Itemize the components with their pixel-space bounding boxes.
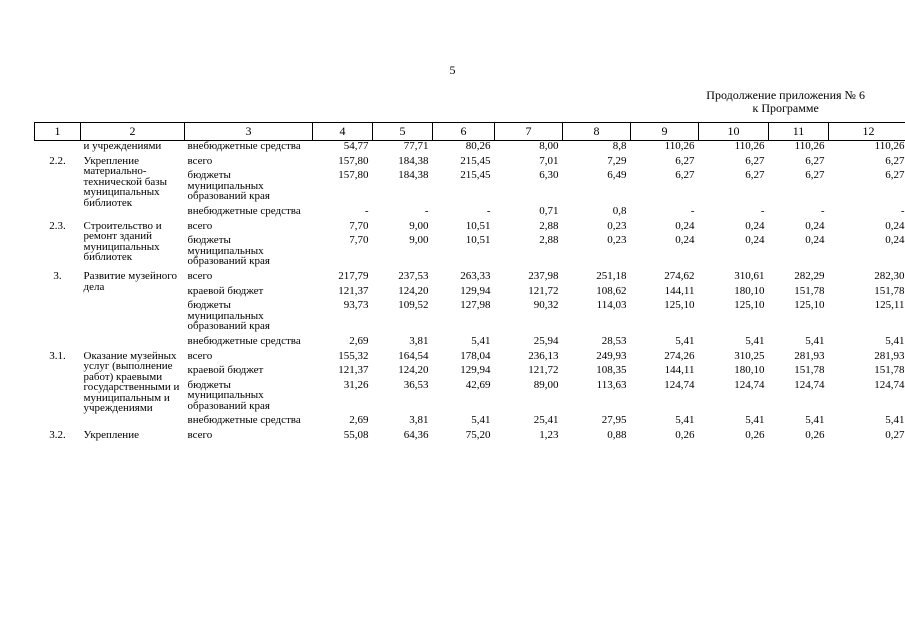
value-cell: 6,27 xyxy=(745,154,765,167)
column-header: 10 xyxy=(699,123,769,141)
value-cell: 113,63 xyxy=(596,378,627,391)
value-cell: 2,69 xyxy=(349,414,369,427)
value-cell: 310,25 xyxy=(734,349,765,362)
column-header: 8 xyxy=(563,123,631,141)
value-cell: 0,24 xyxy=(675,234,695,247)
value-cell: 7,70 xyxy=(349,219,369,232)
value-cell: 8,00 xyxy=(539,140,559,152)
value-cell: 55,08 xyxy=(343,429,369,442)
row-index xyxy=(35,141,81,156)
value-cell: - xyxy=(820,204,825,217)
value-cell: 110,26 xyxy=(874,140,905,152)
value-cell: 0,88 xyxy=(607,429,627,442)
value-cell: 249,93 xyxy=(596,349,627,362)
funding-source: всего xyxy=(187,219,213,232)
value-cell: 89,00 xyxy=(533,378,559,391)
value-cell: 8,8 xyxy=(612,140,627,152)
value-cell: 5,41 xyxy=(805,414,825,427)
budget-table xyxy=(34,122,905,445)
value-cell: 6,27 xyxy=(675,169,695,182)
table-row xyxy=(35,221,905,236)
value-cell: 7,29 xyxy=(607,154,627,167)
value-cell: 6,30 xyxy=(539,169,559,182)
table-row xyxy=(35,141,905,156)
funding-source: внебюджетные средства xyxy=(187,204,301,217)
funding-source: бюджеты муниципальных образований края xyxy=(187,169,270,203)
value-cell: 108,35 xyxy=(596,364,627,377)
value-cell: 10,51 xyxy=(465,219,491,232)
value-cell: 25,94 xyxy=(533,334,559,347)
column-header: 7 xyxy=(495,123,563,141)
funding-source: бюджеты муниципальных образований края xyxy=(187,378,270,412)
value-cell: 151,78 xyxy=(794,284,825,297)
value-cell: 124,74 xyxy=(664,378,695,391)
value-cell: 0,24 xyxy=(805,219,825,232)
value-cell: 5,41 xyxy=(675,334,695,347)
value-cell: 54,77 xyxy=(343,140,369,152)
value-cell: 282,29 xyxy=(794,269,825,282)
value-cell: 109,52 xyxy=(398,299,429,312)
value-cell: 6,27 xyxy=(805,154,825,167)
value-cell: 124,74 xyxy=(874,378,905,391)
value-cell: 42,69 xyxy=(465,378,491,391)
value-cell: 121,72 xyxy=(528,284,559,297)
value-cell: 5,41 xyxy=(471,334,491,347)
value-cell: 129,94 xyxy=(460,284,491,297)
value-cell: 31,26 xyxy=(343,378,369,391)
value-cell: 157,80 xyxy=(338,169,369,182)
value-cell: 164,54 xyxy=(398,349,429,362)
value-cell: 2,88 xyxy=(539,219,559,232)
value-cell: 6,27 xyxy=(885,169,905,182)
value-cell: 1,23 xyxy=(539,429,559,442)
value-cell: 180,10 xyxy=(734,364,765,377)
value-cell: 0,27 xyxy=(885,429,905,442)
caption-line-2: к Программе xyxy=(752,101,819,115)
appendix-caption xyxy=(706,89,865,115)
value-cell: 2,88 xyxy=(539,234,559,247)
value-cell: 144,11 xyxy=(664,364,695,377)
value-cell: 6,27 xyxy=(885,154,905,167)
value-cell: 6,27 xyxy=(805,169,825,182)
value-cell: 124,20 xyxy=(398,284,429,297)
value-cell: 5,41 xyxy=(805,334,825,347)
column-header: 2 xyxy=(81,123,185,141)
table-row xyxy=(35,156,905,171)
value-cell: 3,81 xyxy=(409,414,429,427)
value-cell: 80,26 xyxy=(465,140,491,152)
value-cell: 5,41 xyxy=(745,334,765,347)
value-cell: 125,11 xyxy=(874,299,905,312)
value-cell: - xyxy=(424,204,429,217)
column-header: 6 xyxy=(433,123,495,141)
value-cell: 5,41 xyxy=(885,334,905,347)
value-cell: 77,71 xyxy=(403,140,429,152)
value-cell: - xyxy=(690,204,695,217)
funding-source: краевой бюджет xyxy=(187,364,264,377)
value-cell: 125,10 xyxy=(794,299,825,312)
value-cell: 157,80 xyxy=(338,154,369,167)
value-cell: 0,71 xyxy=(539,204,559,217)
value-cell: 151,78 xyxy=(874,364,905,377)
value-cell: 9,00 xyxy=(409,234,429,247)
row-index: 2.3. xyxy=(49,219,66,232)
row-name: Укрепление материально-технической базы муниципальных библиотек xyxy=(83,154,168,209)
value-cell: 237,53 xyxy=(398,269,429,282)
value-cell: 121,37 xyxy=(338,364,369,377)
row-index: 3. xyxy=(53,269,62,282)
value-cell: 0,23 xyxy=(607,219,627,232)
row-name: Оказание музейных услуг (выполнение работ) краевыми государственными и муниципальным и учреждениями xyxy=(83,349,180,415)
row-index: 2.2. xyxy=(49,154,66,167)
value-cell: 151,78 xyxy=(794,364,825,377)
row-index: 3.2. xyxy=(49,429,66,442)
value-cell: 281,93 xyxy=(874,349,905,362)
row-name: Строительство и ремонт зданий муниципальных библиотек xyxy=(83,219,162,264)
value-cell: - xyxy=(900,204,905,217)
column-header: 5 xyxy=(373,123,433,141)
value-cell: 282,30 xyxy=(874,269,905,282)
value-cell: 3,81 xyxy=(409,334,429,347)
value-cell: 151,78 xyxy=(874,284,905,297)
value-cell: 5,41 xyxy=(471,414,491,427)
table-row xyxy=(35,430,905,445)
value-cell: 274,62 xyxy=(664,269,695,282)
funding-source: всего xyxy=(187,429,213,442)
funding-source: внебюджетные средства xyxy=(187,414,301,427)
value-cell: 6,27 xyxy=(675,154,695,167)
row-name: Укрепление xyxy=(83,429,139,442)
value-cell: 124,74 xyxy=(734,378,765,391)
value-cell: 236,13 xyxy=(528,349,559,362)
value-cell: 108,62 xyxy=(596,284,627,297)
value-cell: 0,24 xyxy=(745,234,765,247)
value-cell: 237,98 xyxy=(528,269,559,282)
value-cell: 5,41 xyxy=(745,414,765,427)
value-cell: 121,72 xyxy=(528,364,559,377)
value-cell: 124,74 xyxy=(794,378,825,391)
page-number: 5 xyxy=(449,63,456,77)
value-cell: 2,69 xyxy=(349,334,369,347)
value-cell: 310,61 xyxy=(734,269,765,282)
value-cell: 215,45 xyxy=(460,169,491,182)
value-cell: 5,41 xyxy=(675,414,695,427)
value-cell: 0,24 xyxy=(745,219,765,232)
value-cell: 124,20 xyxy=(398,364,429,377)
value-cell: 178,04 xyxy=(460,349,491,362)
value-cell: 127,98 xyxy=(460,299,491,312)
row-name: Развитие музейного дела xyxy=(83,269,177,293)
column-header: 11 xyxy=(769,123,829,141)
row-index: 3.1. xyxy=(49,349,66,362)
value-cell: 90,32 xyxy=(533,299,559,312)
funding-source: внебюджетные средства xyxy=(187,140,301,152)
value-cell: 9,00 xyxy=(409,219,429,232)
value-cell: 27,95 xyxy=(601,414,627,427)
value-cell: 25,41 xyxy=(533,414,559,427)
value-cell: 75,20 xyxy=(465,429,491,442)
funding-source: внебюджетные средства xyxy=(187,334,301,347)
column-header: 12 xyxy=(829,123,905,141)
value-cell: 0,26 xyxy=(805,429,825,442)
value-cell: 129,94 xyxy=(460,364,491,377)
value-cell: 125,10 xyxy=(664,299,695,312)
value-cell: 7,70 xyxy=(349,234,369,247)
value-cell: 0,26 xyxy=(675,429,695,442)
column-header: 3 xyxy=(185,123,313,141)
value-cell: 5,41 xyxy=(885,414,905,427)
value-cell: 0,8 xyxy=(612,204,627,217)
value-cell: 180,10 xyxy=(734,284,765,297)
value-cell: 0,23 xyxy=(607,234,627,247)
column-number-row xyxy=(35,123,905,141)
value-cell: 0,24 xyxy=(885,219,905,232)
value-cell: 10,51 xyxy=(465,234,491,247)
value-cell: 217,79 xyxy=(338,269,369,282)
column-header: 4 xyxy=(313,123,373,141)
row-name: и учреждениями xyxy=(83,140,162,152)
value-cell: 215,45 xyxy=(460,154,491,167)
table-row xyxy=(35,271,905,286)
value-cell: 110,26 xyxy=(734,140,765,152)
value-cell: 0,24 xyxy=(805,234,825,247)
value-cell: 28,53 xyxy=(601,334,627,347)
value-cell: 110,26 xyxy=(794,140,825,152)
value-cell: 0,24 xyxy=(675,219,695,232)
value-cell: 0,24 xyxy=(885,234,905,247)
value-cell: 274,26 xyxy=(664,349,695,362)
value-cell: 121,37 xyxy=(338,284,369,297)
funding-source: краевой бюджет xyxy=(187,284,264,297)
value-cell: 125,10 xyxy=(734,299,765,312)
value-cell: - xyxy=(486,204,491,217)
table-row xyxy=(35,351,905,366)
value-cell: 64,36 xyxy=(403,429,429,442)
funding-source: бюджеты муниципальных образований края xyxy=(187,234,270,268)
value-cell: 155,32 xyxy=(338,349,369,362)
value-cell: 114,03 xyxy=(596,299,627,312)
funding-source: всего xyxy=(187,349,213,362)
value-cell: 184,38 xyxy=(398,154,429,167)
value-cell: 251,18 xyxy=(596,269,627,282)
value-cell: 184,38 xyxy=(398,169,429,182)
value-cell: 144,11 xyxy=(664,284,695,297)
value-cell: 0,26 xyxy=(745,429,765,442)
value-cell: 93,73 xyxy=(343,299,369,312)
table-body xyxy=(35,141,905,445)
funding-source: всего xyxy=(187,154,213,167)
value-cell: 36,53 xyxy=(403,378,429,391)
value-cell: - xyxy=(760,204,765,217)
value-cell: 6,49 xyxy=(607,169,627,182)
value-cell: 110,26 xyxy=(664,140,695,152)
value-cell: 281,93 xyxy=(794,349,825,362)
value-cell: 7,01 xyxy=(539,154,559,167)
funding-source: бюджеты муниципальных образований края xyxy=(187,299,270,333)
value-cell: - xyxy=(364,204,369,217)
column-header: 9 xyxy=(631,123,699,141)
value-cell: 263,33 xyxy=(460,269,491,282)
caption-line-1: Продолжение приложения № 6 xyxy=(706,88,865,102)
column-header: 1 xyxy=(35,123,81,141)
funding-source: всего xyxy=(187,269,213,282)
value-cell: 6,27 xyxy=(745,169,765,182)
